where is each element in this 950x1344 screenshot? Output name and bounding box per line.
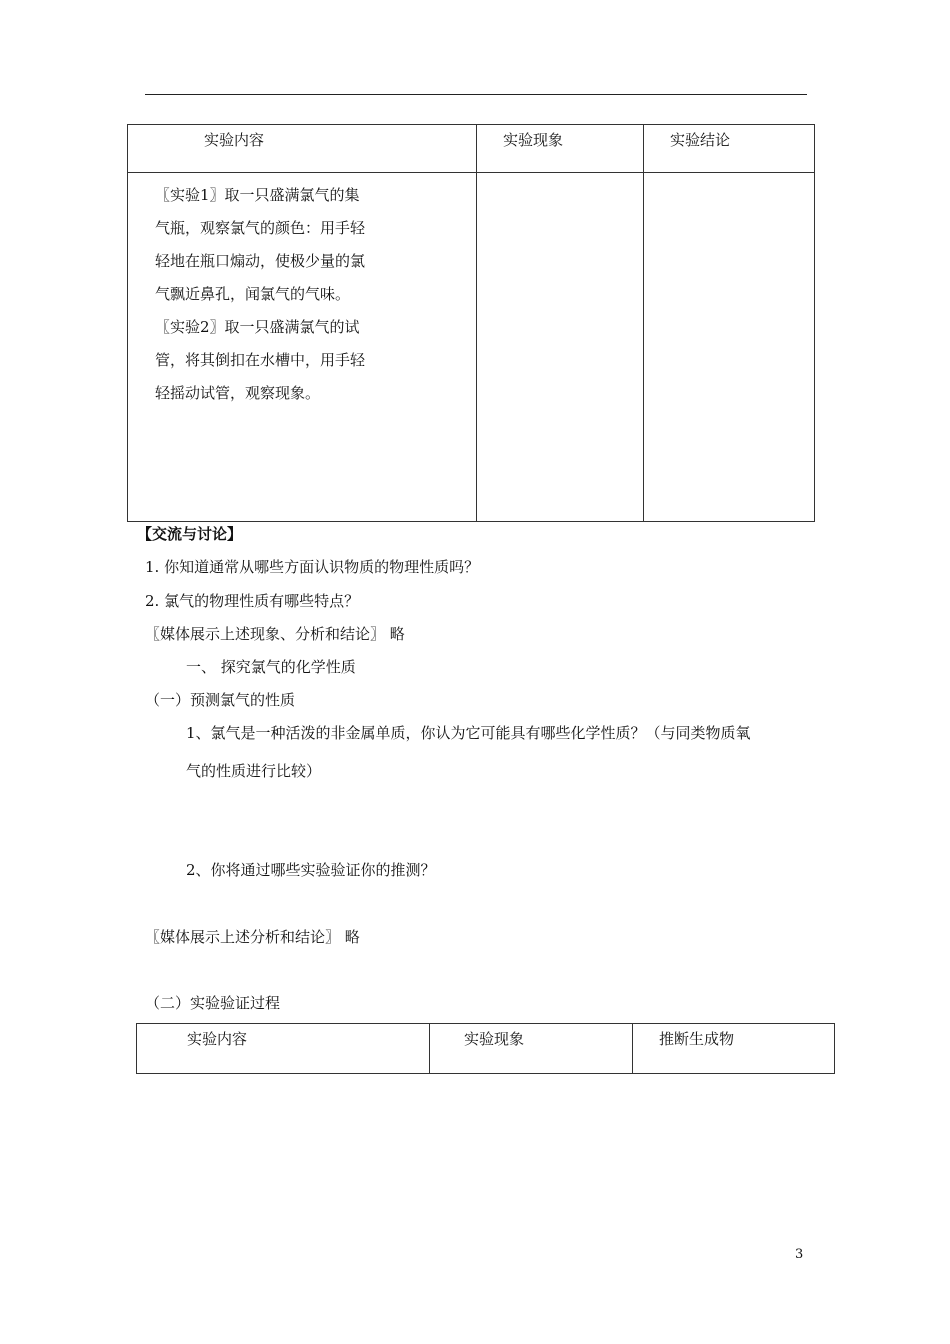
header-product: 推断生成物	[659, 1030, 735, 1048]
header-cell	[644, 125, 815, 173]
table-row	[128, 173, 815, 522]
media-note-2: 〖媒体展示上述分析和结论〗 略	[145, 928, 360, 946]
table-header-row	[137, 1024, 835, 1074]
question-2: 2. 氯气的物理性质有哪些特点？	[145, 592, 360, 610]
table-header-row	[128, 125, 815, 173]
prediction-question-line-2: 气的性质进行比较）	[186, 762, 322, 780]
conclusion-cell	[644, 173, 815, 522]
header-cell	[633, 1024, 835, 1074]
content-line: 管，将其倒扣在水槽中，用手轻	[155, 351, 366, 369]
content-line: 气飘近鼻孔，闻氯气的气味。	[155, 285, 351, 303]
header-content: 实验内容	[187, 1030, 248, 1048]
content-line: 〖实验1〗取一只盛满氯气的集	[155, 186, 360, 204]
header-cell	[430, 1024, 633, 1074]
section-heading: 一、 探究氯气的化学性质	[186, 658, 356, 676]
header-phenomenon: 实验现象	[503, 131, 564, 149]
subsection-1-title: （一）预测氯气的性质	[145, 691, 296, 709]
verification-question: 2、你将通过哪些实验验证你的推测？	[186, 861, 436, 879]
phenomenon-cell	[477, 173, 644, 522]
experiment-table-2	[136, 1023, 835, 1074]
content-line: 〖实验2〗取一只盛满氯气的试	[155, 318, 360, 336]
header-conclusion: 实验结论	[670, 131, 731, 149]
discussion-title: 【交流与讨论】	[137, 525, 243, 543]
page-number: 3	[795, 1247, 804, 1262]
experiment-table-1	[127, 124, 815, 522]
question-1: 1. 你知道通常从哪些方面认识物质的物理性质吗？	[145, 558, 480, 576]
media-note-1: 〖媒体展示上述现象、分析和结论〗 略	[145, 625, 405, 643]
content-line: 轻摇动试管，观察现象。	[155, 384, 321, 402]
header-rule	[145, 94, 807, 95]
header-phenomenon: 实验现象	[464, 1030, 525, 1048]
header-cell	[137, 1024, 430, 1074]
experiment-content-cell	[128, 173, 477, 522]
prediction-question-line-1: 1、氯气是一种活泼的非金属单质，你认为它可能具有哪些化学性质？（与同类物质氧	[186, 724, 751, 742]
content-line: 轻地在瓶口煽动，使极少量的氯	[155, 252, 366, 270]
header-cell	[477, 125, 644, 173]
header-cell	[128, 125, 477, 173]
content-line: 气瓶，观察氯气的颜色：用手轻	[155, 219, 366, 237]
header-content: 实验内容	[204, 131, 265, 149]
subsection-2-title: （二）实验验证过程	[145, 994, 281, 1012]
